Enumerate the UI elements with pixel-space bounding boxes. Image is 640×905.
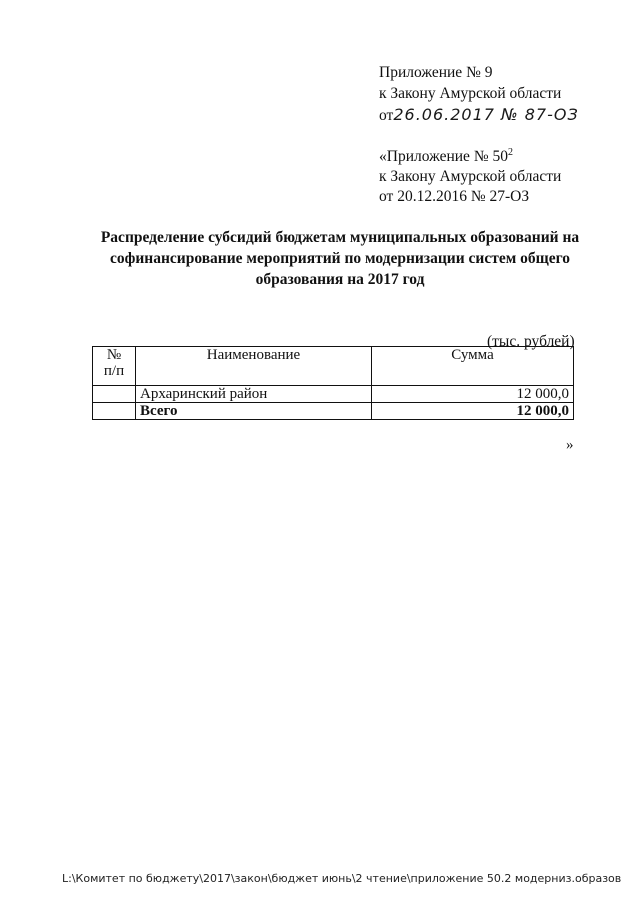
header-name-cell: Наименование: [136, 347, 372, 386]
header-amount-cell: Сумма: [372, 347, 574, 386]
total-number-cell: [93, 403, 136, 420]
total-amount-cell: 12 000,0: [372, 403, 574, 420]
title-line-1: Распределение субсидий бюджетам муниципальных образований на: [100, 229, 580, 246]
header-number-cell: [93, 347, 136, 386]
adoption-date-line: [379, 105, 579, 125]
referenced-law-line: к Закону Амурской области: [379, 168, 562, 185]
row-number-cell: [93, 386, 136, 403]
title-line-2: софинансирование мероприятий по модернизации систем общего: [110, 250, 570, 267]
closing-quote: »: [566, 437, 574, 453]
referenced-appendix-superscript: 2: [507, 147, 513, 158]
referenced-date-line: от 20.12.2016 № 27-ОЗ: [379, 188, 530, 205]
title-line-3: образования на 2017 год: [255, 271, 425, 288]
units-label: (тыс. рублей): [487, 333, 575, 350]
handwritten-date-number: 26.06.2017 № 87-ОЗ: [393, 105, 579, 124]
document-title: [95, 227, 585, 290]
appendix-number-line: Приложение № 9: [379, 64, 493, 81]
row-name-cell: Архаринский район: [136, 386, 372, 403]
subsidy-table: [92, 346, 574, 420]
header-number-symbol: №: [106, 347, 122, 363]
table-header-row: [93, 347, 574, 386]
header-number-abbrev: п/п: [103, 363, 125, 379]
referenced-appendix-text: «Приложение № 50: [379, 148, 508, 165]
law-reference-line: к Закону Амурской области: [379, 85, 562, 102]
table-total-row: [93, 403, 574, 420]
total-label-cell: Всего: [136, 403, 372, 420]
table-row: [93, 386, 574, 403]
from-prefix: от: [379, 107, 394, 124]
referenced-appendix-line: [379, 147, 513, 166]
file-path-footer: L:\Комитет по бюджету\2017\закон\бюджет июнь\2 чтение\приложение 50.2 модерниз.образов: [62, 872, 622, 885]
row-amount-cell: 12 000,0: [372, 386, 574, 403]
